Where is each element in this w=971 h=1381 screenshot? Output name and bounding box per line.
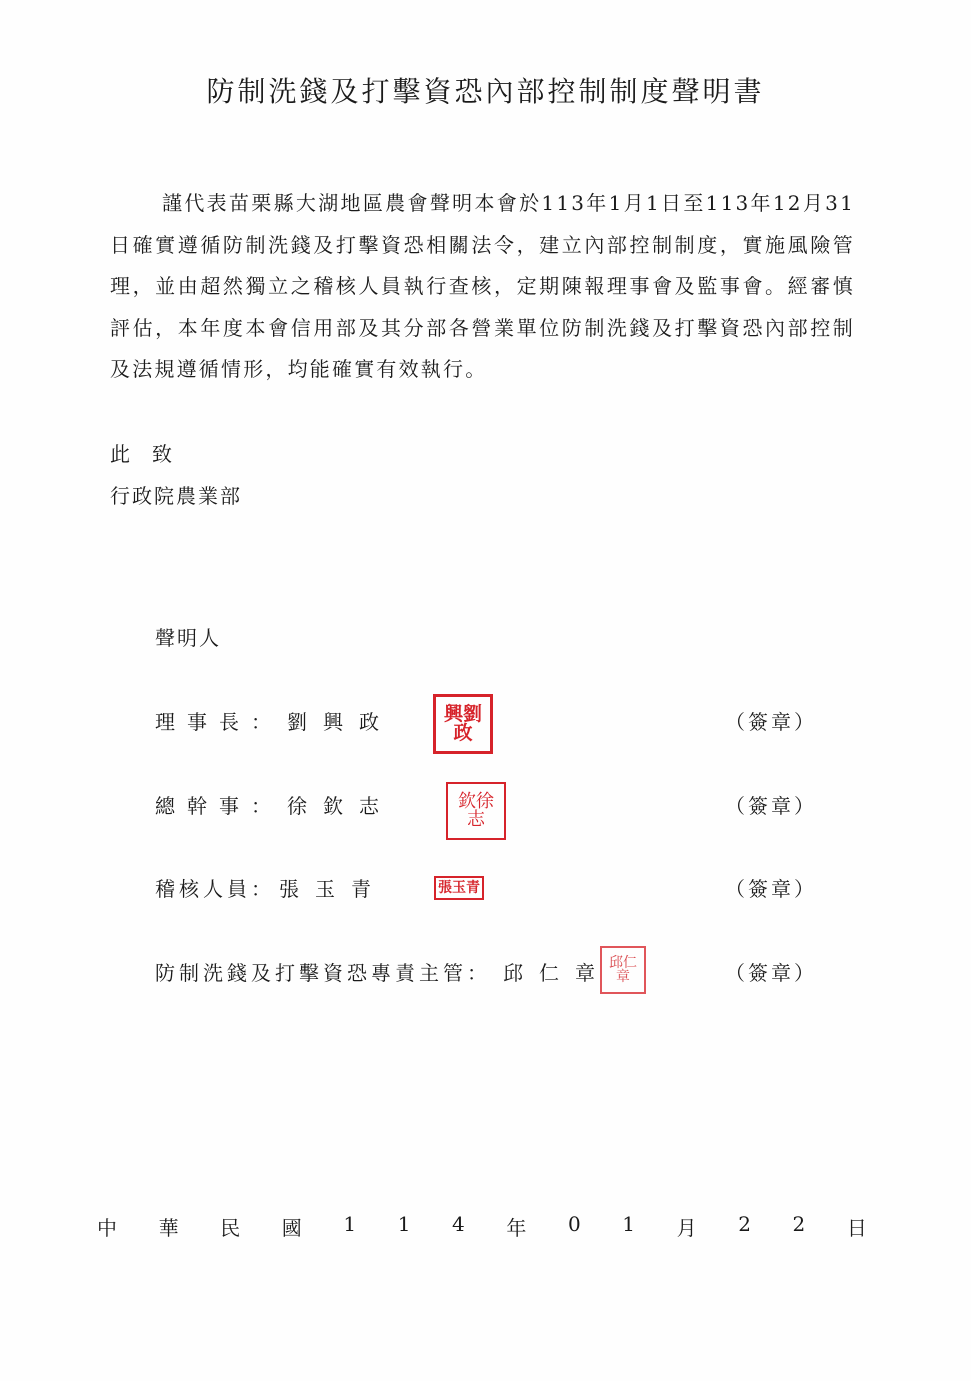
date-char: 2 [792, 1212, 806, 1236]
seal-stamp-aml-officer [600, 946, 646, 994]
signatory-row-general-manager [155, 790, 395, 819]
seal-text: 欽徐志 [458, 791, 494, 830]
signatory-row-chairman [155, 706, 395, 735]
salutation-char-2: 致 [152, 442, 174, 466]
signatory-role: 總幹事： [155, 794, 283, 818]
seal-text: 張玉青 [438, 880, 480, 896]
salutation [110, 438, 174, 467]
date-char: 年 [506, 1216, 527, 1240]
signatory-role: 理事長： [155, 710, 283, 734]
date-char: 日 [846, 1216, 867, 1240]
sign-label: （簽章） [725, 961, 817, 985]
signatory-name: 張玉青 [279, 877, 387, 901]
signatory-row-aml-officer [155, 957, 611, 986]
date-char: 1 [343, 1212, 357, 1236]
declaration-body: 謹代表苗栗縣大湖地區農會聲明本會於113年1月1日至113年12月31日確實遵循防制洗錢及打擊資恐相關法令，建立內部控制制度，實施風險管理，並由超然獨立之稽核人員執行查核，定期陳報理事會及監事會。經審慎評估，本年度本會信用部及其分部各營業單位防制洗錢及打擊資恐內部控制及法規遵循情形，均能確實有效執行。 [110, 191, 855, 381]
date-char: 華 [158, 1216, 179, 1240]
document-title: 防制洗錢及打擊資恐內部控制制度聲明書 [206, 75, 765, 108]
date-char: 4 [452, 1212, 465, 1236]
seal-stamp-auditor [434, 876, 484, 900]
signatory-role: 防制洗錢及打擊資恐專責主管： [155, 961, 491, 985]
signatory-name: 邱仁章 [503, 961, 611, 985]
date-char: 0 [567, 1212, 581, 1236]
signatory-name: 劉興政 [287, 710, 395, 734]
salutation-char-1: 此 [110, 442, 152, 466]
date-line [97, 1212, 867, 1241]
seal-text: 興劉政 [443, 703, 482, 744]
declarant-label: 聲明人 [155, 626, 221, 650]
date-char: 2 [738, 1212, 751, 1236]
signatory-name: 徐欽志 [287, 794, 395, 818]
date-char: 國 [281, 1216, 302, 1240]
signatory-row-auditor [155, 873, 387, 902]
sign-label: （簽章） [725, 794, 817, 818]
sign-label: （簽章） [725, 877, 817, 901]
date-char: 民 [220, 1216, 241, 1240]
seal-text: 邱仁章 [609, 955, 637, 985]
date-char: 中 [97, 1216, 117, 1240]
seal-stamp-general-manager [446, 782, 506, 840]
sign-label: （簽章） [725, 710, 817, 734]
date-char: 月 [676, 1216, 697, 1240]
date-char: 1 [397, 1212, 411, 1236]
recipient: 行政院農業部 [110, 484, 242, 508]
seal-stamp-chairman [433, 694, 493, 754]
signatory-role: 稽核人員： [155, 877, 275, 901]
date-char: 1 [622, 1212, 636, 1236]
